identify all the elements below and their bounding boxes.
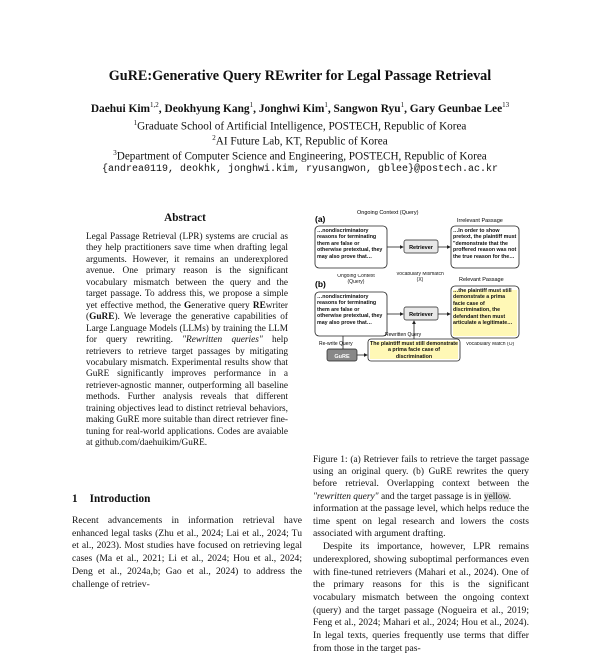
author-3: Jonghwi Kim$^1$: [258, 101, 328, 115]
author-5: Gary Geunbae Lee$^{13}$: [409, 101, 510, 115]
panel-b-retriever-label: Retriever: [409, 312, 433, 318]
author-1: Daehui Kim$^{1,2}$: [90, 101, 159, 115]
author-list: Daehui Kim$^{1,2}$, Deokhyung Kang$^1$, Jonghwi Kim$^1$, Sangwon Ryu$^1$, Gary Geunbae Lee$^{13}$: [90, 101, 510, 115]
abstract-body: Legal Passage Retrieval (LPR) systems are crucial as they help practitioners save time when drafting legal arguments. However, it remains an underexplored avenue. One primary reason is the significant vocabulary mismatch between the query and the target passage. To address this, we propose a simple yet effective method, the Generative query REwriter (GuRE). We leverage the generative capabilities of Large Language Models (LLMs) by training the LLM for query rewriting. "Rewritten queries" help retrievers to retrieve target passages by mitigating vocabulary mismatch. Experimental results show that GuRE significantly improves performance in a retriever-agnostic manner, outperforming all baseline methods. Further analysis reveals that different training objectives lead to distinct retrieval behaviors, making GuRE more suitable than direct retriever fine-tuning for real-world applications. Codes are avaiable at github.com/daehuikim/GuRE.: [86, 232, 288, 449]
figure-1: [313, 206, 520, 446]
author-emails: {andrea0119, deokhk, jonghwi.kim, ryusangwon, gblee}@postech.ac.kr: [101, 164, 499, 175]
panel-a-context-label: Ongoing Context (Query): [357, 210, 419, 216]
panel-b-context-label: Ongoing Context (Query): [337, 274, 375, 285]
panel-a-irrelevant-label: Irrelevant Passage: [457, 218, 503, 224]
panel-b-label: (b): [315, 279, 326, 289]
right-column-body: [313, 503, 529, 655]
panel-b-relevant-text: …the plaintiff must still demonstrate a prima facie case of discrimination, the defendant then must articulate a legitimate…: [453, 288, 513, 327]
panel-b-match-label: Vocabulary Match (O): [465, 342, 515, 347]
panel-a-query-text: …nondiscriminatory reasons for terminating them are false or otherwise pretextual, they may also prove that…: [317, 228, 383, 260]
affiliation-2: $^2$AI Future Lab, KT, Republic of Korea: [212, 134, 388, 148]
panel-a-retriever-label: Retriever: [409, 245, 433, 251]
panel-b-query-text: …nondiscriminatory reasons for terminating them are false or otherwise pretextual, they may also prove that…: [317, 294, 383, 326]
paragraph-continuation: information at the passage level, which helps reduce the time spent on legal research and lowers the costs associated with argument drafting.: [313, 503, 529, 540]
rewritten-query-text: The plaintiff must still demonstrate a prima facie case of discrimination: [370, 341, 458, 360]
panel-a-irrelevant-text: …In order to show pretext, the plaintiff must "demonstrate that the proffered reason was not the true reason for the…: [453, 228, 517, 260]
panel-b-rewrite-label: Re-write Query: [319, 341, 353, 347]
panel-b-rewritten-query-label: Rewritten Query: [385, 332, 422, 338]
introduction-body: Recent advancements in information retrieval have enhanced legal tasks (Zhu et al., 2024; Lai et al., 2024; Tu et al., 2023). Most studies have focused on retrieving legal cases (Ma et al., 2021; Li et al., 2024; Hou et al., 2024; Deng et al., 2024a,b; Gao et al., 2024) to address the challenge of retriev-: [72, 515, 302, 590]
panel-b-relevant-label: Relevant Passage: [459, 277, 504, 283]
paragraph-lpr-underexplored: Despite its importance, however, LPR remains underexplored, showing suboptimal performances even with fine-tuned retrievers (Mahari et al., 2024). One of the primary reasons for this is the significant vocabulary mismatch between the ongoing context (query) and the target passage (Nogueira et al., 2019; Feng et al., 2024; Mahari et al., 2024; Hou et al., 2024). In legal texts, queries frequently use terms that differ from those in the target pas-: [313, 541, 529, 654]
author-4: Sangwon Ryu$^1$: [333, 101, 405, 115]
paper-title: GuRE:Generative Query REwriter for Legal Passage Retrieval: [108, 68, 492, 84]
gure-label: GuRE: [334, 354, 350, 360]
author-2: Deokhyung Kang$^1$: [164, 101, 254, 115]
figure-1-caption: Figure 1: (a) Retriever fails to retrieve the target passage using an original query. (b) GuRE rewrites the query before retrieval. Overlapping context between the "rewritten query" and the target passage is in yellow.: [313, 455, 529, 502]
panel-a-label: (a): [315, 214, 326, 224]
affiliation-3: $^3$Department of Computer Science and Engineering, POSTECH, Republic of Korea: [113, 149, 487, 163]
affiliation-1: $^1$Graduate School of Artificial Intelligence, POSTECH, Republic of Korea: [133, 119, 467, 133]
panel-b-mismatch-label: Vocabulary Mismatch (X): [396, 272, 444, 283]
section-heading-introduction: 1 Introduction: [72, 493, 151, 505]
abstract-heading: Abstract: [164, 212, 206, 224]
